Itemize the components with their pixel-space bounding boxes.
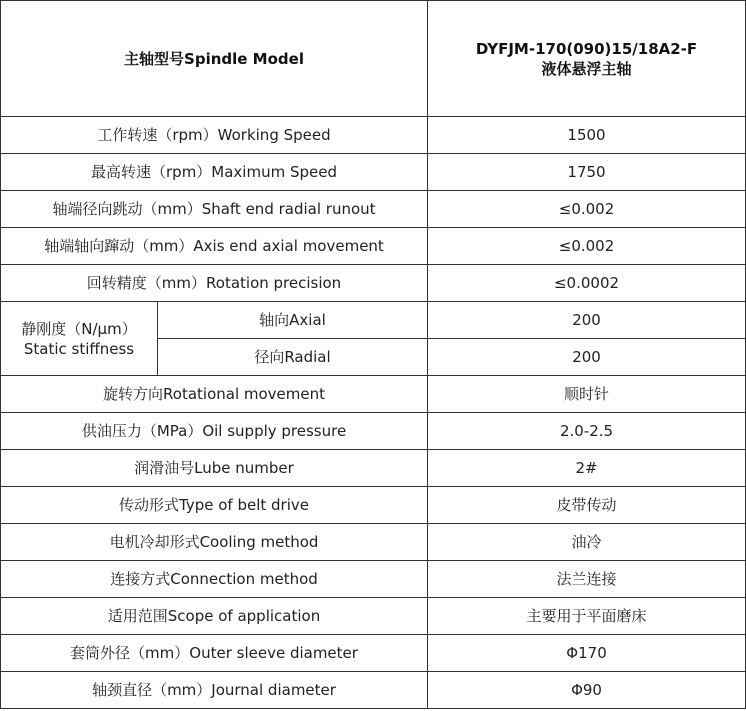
row-value: 1500 [428,117,746,154]
radial-label: 径向Radial [158,339,428,376]
model-value-cell [428,1,746,117]
table-header-row [1,1,746,117]
table-row [1,672,746,709]
table-row [1,598,746,635]
row-label: 电机冷却形式Cooling method [1,524,428,561]
stiffness-label-cell [1,302,158,376]
table-row [1,265,746,302]
table-row [1,376,746,413]
table-row [1,524,746,561]
row-value: Φ90 [428,672,746,709]
model-value-line1: DYFJM-170(090)15/18A2-F [475,39,698,58]
table-row [1,561,746,598]
row-value: 顺时针 [428,376,746,413]
row-value: 2# [428,450,746,487]
table-row [1,154,746,191]
row-value: 1750 [428,154,746,191]
row-value: 2.0-2.5 [428,413,746,450]
table-row [1,487,746,524]
row-value: ≤0.0002 [428,265,746,302]
table-row [1,450,746,487]
model-value-line2: 液体悬浮主轴 [541,59,632,78]
axial-value: 200 [428,302,746,339]
row-label: 轴端轴向蹿动（mm）Axis end axial movement [1,228,428,265]
row-label: 回转精度（mm）Rotation precision [1,265,428,302]
table-row [1,117,746,154]
row-label: 旋转方向Rotational movement [1,376,428,413]
table-row [1,191,746,228]
model-label: 主轴型号Spindle Model [124,49,304,68]
row-value: ≤0.002 [428,191,746,228]
table-row [1,635,746,672]
row-label: 工作转速（rpm）Working Speed [1,117,428,154]
row-value: ≤0.002 [428,228,746,265]
row-label: 最高转速（rpm）Maximum Speed [1,154,428,191]
row-label: 润滑油号Lube number [1,450,428,487]
row-label: 轴颈直径（mm）Journal diameter [1,672,428,709]
row-value: Φ170 [428,635,746,672]
table-row-stiffness-axial [1,302,746,339]
radial-value: 200 [428,339,746,376]
row-label: 适用范围Scope of application [1,598,428,635]
row-value: 法兰连接 [428,561,746,598]
row-label: 供油压力（MPa）Oil supply pressure [1,413,428,450]
row-value: 主要用于平面磨床 [428,598,746,635]
model-label-cell [1,1,428,117]
stiffness-label-line1: 静刚度（N/μm） [21,319,137,338]
table-row [1,413,746,450]
row-label: 连接方式Connection method [1,561,428,598]
row-label: 轴端径向跳动（mm）Shaft end radial runout [1,191,428,228]
row-label: 套筒外径（mm）Outer sleeve diameter [1,635,428,672]
row-label: 传动形式Type of belt drive [1,487,428,524]
row-value: 油冷 [428,524,746,561]
table-row [1,228,746,265]
axial-label: 轴向Axial [158,302,428,339]
stiffness-label-line2: Static stiffness [23,339,135,358]
row-value: 皮带传动 [428,487,746,524]
